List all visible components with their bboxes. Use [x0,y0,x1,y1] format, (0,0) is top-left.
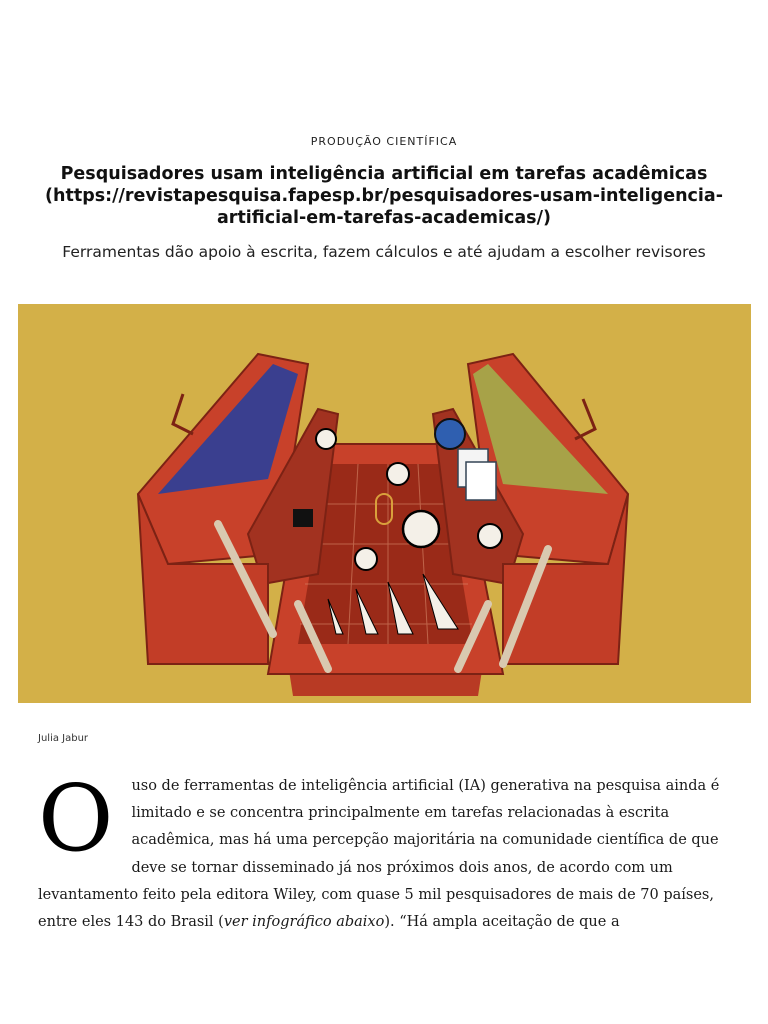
kicker[interactable]: PRODUÇÃO CIENTÍFICA [310,135,458,148]
globe-icon [435,419,465,449]
infographic-reference: ver infográfico abaixo [223,914,385,931]
magnifier-icon [478,524,502,548]
article-body [38,765,728,936]
left-handle [173,394,193,434]
article-title-link[interactable]: Pesquisadores usam inteligência artificial em tarefas acadêmicas (https://revistapesquisa.fapesp.br/pesquisadores-usam-inteligencia-artificial-em-tarefas-academicas/) [45,164,723,228]
paragraph-text-end: ). “Há ampla aceitação de que a [384,914,620,931]
zoom-out-icon [355,548,377,570]
lock-icon [293,509,313,527]
drop-cap: O [38,765,114,872]
paragraph-text: uso de ferramentas de inteligência artificial (IA) generativa na pesquisa ainda é limitado e se concentra principalmente em tarefas relacionadas à escrita acadêmica, mas há uma percepção majoritária na comunidade científica de que deve se tornar disseminado já nos próximos dois anos, de acordo com um levantamento feito pela editora Wiley, com quase 5 mil pesquisadores de mais de 70 países, entre eles 143 do Brasil ( [38,778,720,931]
question-icon [403,511,439,547]
hero-illustration [18,304,751,703]
toolbox-illustration [18,304,751,703]
image-credit: Julia Jabur [38,733,89,744]
subtitle: Ferramentas dão apoio à escrita, fazem cálculos e até ajudam a escolher revisores [62,243,706,261]
zoom-in-icon [387,463,409,485]
lightbulb-icon [316,429,336,449]
